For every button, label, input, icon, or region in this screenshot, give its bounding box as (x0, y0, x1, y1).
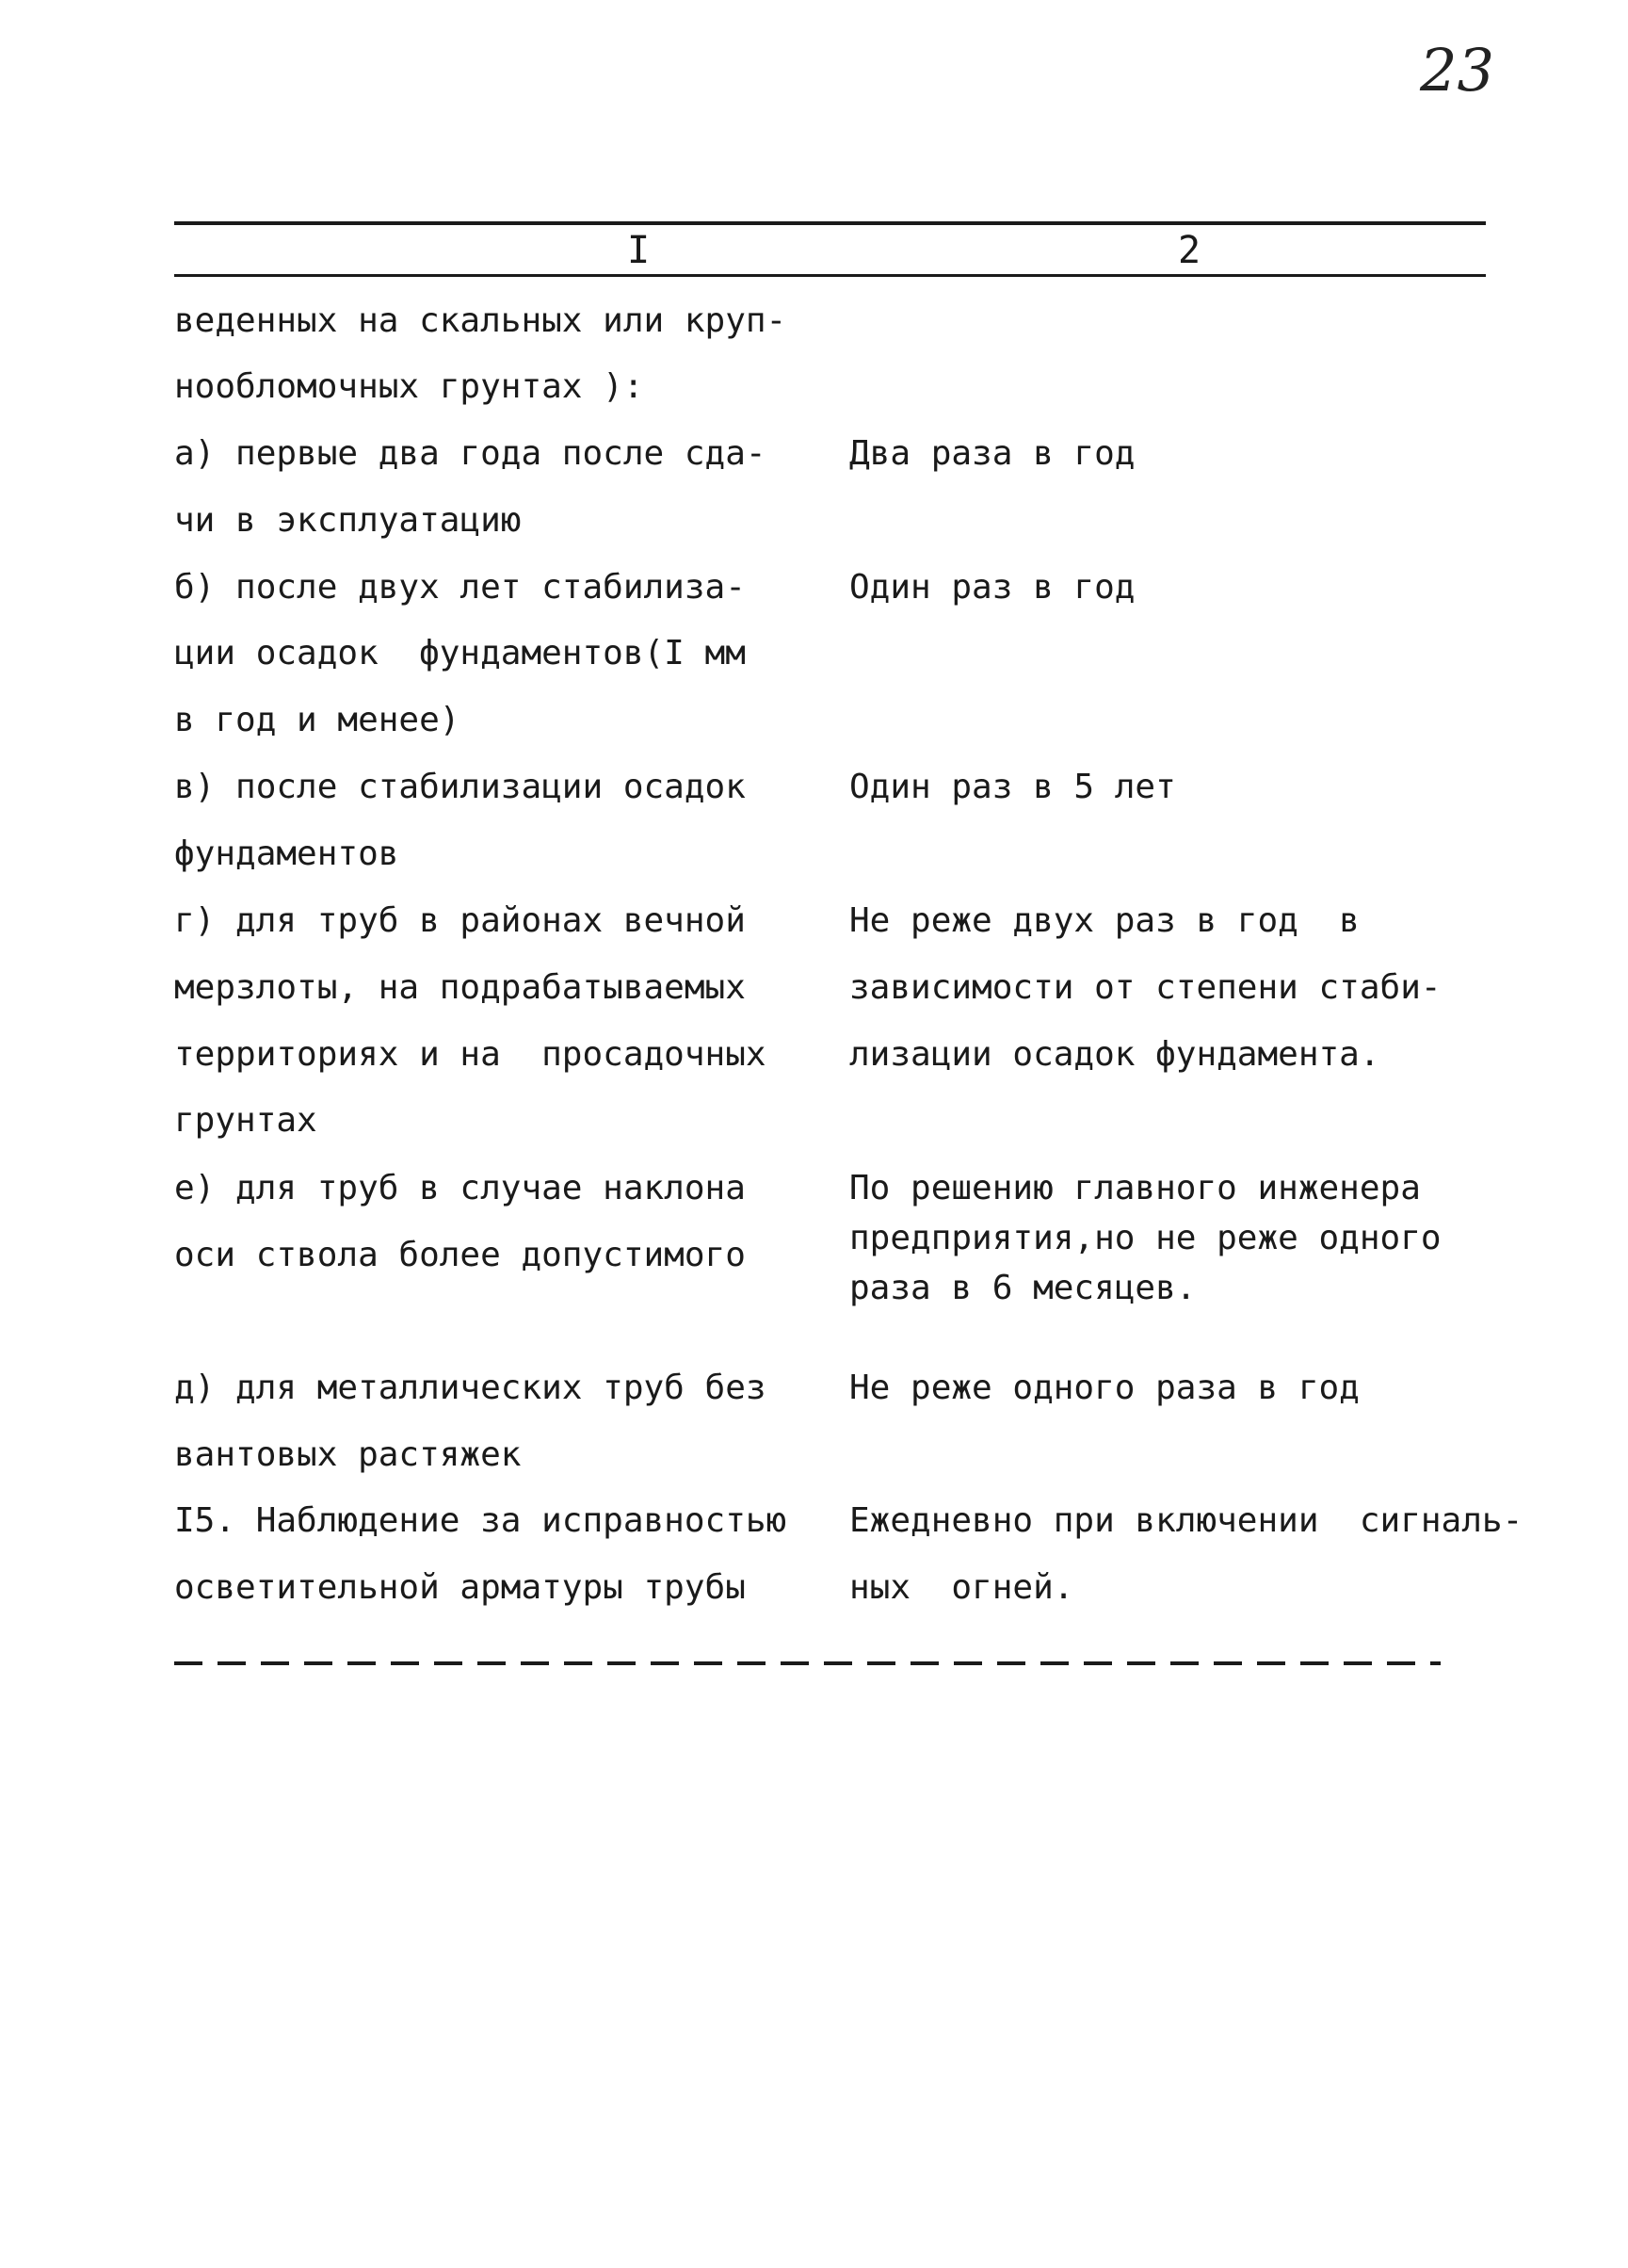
col1-line: б) после двух лет стабилиза- (174, 568, 746, 607)
col2-line: По решению главного инженера (849, 1169, 1421, 1207)
col2-line: предприятия,но не реже одного (849, 1219, 1442, 1257)
col1-line: в) после стабилизации осадок (174, 768, 746, 806)
col1-line: г) для труб в районах вечной (174, 901, 746, 940)
col2-line: Ежедневно при включении сигналь- (849, 1501, 1523, 1540)
col1-line: нообломочных грунтах ): (174, 367, 644, 406)
col2-line: зависимости от степени стаби- (849, 968, 1442, 1007)
col1-line: а) первые два года после сда- (174, 434, 766, 473)
col1-line: чи в эксплуатацию (174, 501, 522, 540)
col2-line: лизации осадок фундамента. (849, 1035, 1380, 1074)
col1-line: оси ствола более допустимого (174, 1236, 746, 1274)
col1-line: е) для труб в случае наклона (174, 1169, 746, 1207)
col2-line: Не реже одного раза в год (849, 1369, 1360, 1407)
col2-line: ных огней. (849, 1568, 1074, 1607)
col1-line: I5. Наблюдение за исправностью (174, 1501, 787, 1540)
table-top-rule (174, 221, 1486, 225)
col1-line: грунтах (174, 1101, 317, 1140)
column-header-1: I (626, 229, 651, 272)
table-bottom-dashed-rule (174, 1661, 1441, 1665)
col2-line: Один раз в год (849, 568, 1136, 607)
col2-line: Не реже двух раз в год в (849, 901, 1360, 940)
page-number: 23 (1420, 36, 1494, 105)
col1-line: территориях и на просадочных (174, 1035, 766, 1074)
col1-line: веденных на скальных или круп- (174, 301, 787, 340)
col2-line: Один раз в 5 лет (849, 768, 1176, 806)
col1-line: д) для металлических труб без (174, 1369, 766, 1407)
col1-line: вантовых растяжек (174, 1435, 522, 1474)
column-header-2: 2 (1177, 229, 1201, 272)
col1-line: ции осадок фундаментов(I мм (174, 634, 746, 672)
col1-line: в год и менее) (174, 701, 460, 739)
col1-line: осветительной арматуры трубы (174, 1568, 746, 1607)
col2-line: Два раза в год (849, 434, 1136, 473)
col2-line: раза в 6 месяцев. (849, 1269, 1197, 1307)
col1-line: мерзлоты, на подрабатываемых (174, 968, 746, 1007)
table-header-rule (174, 274, 1486, 277)
col1-line: фундаментов (174, 834, 399, 873)
